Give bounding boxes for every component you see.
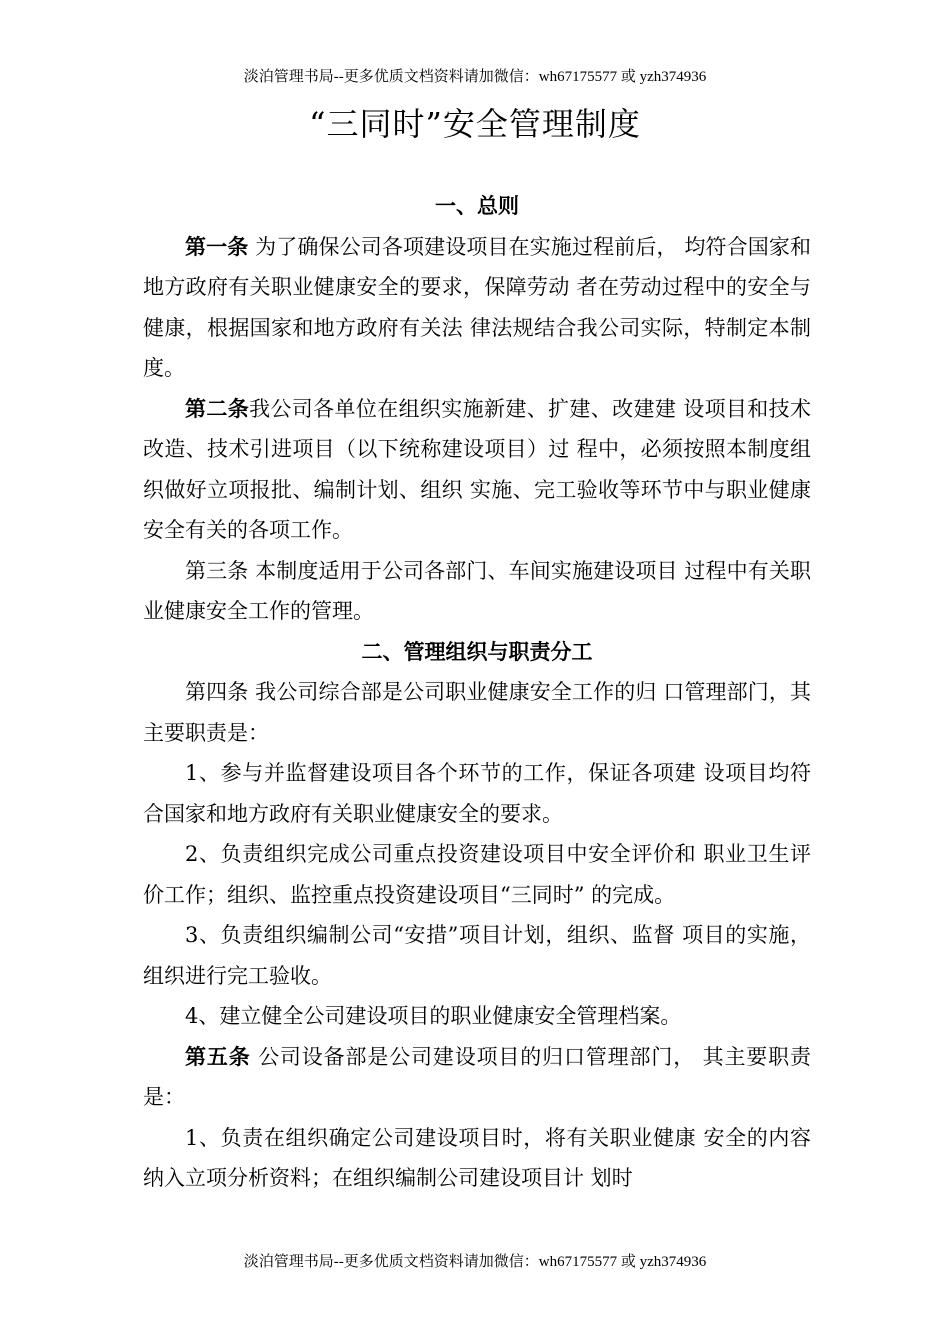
article-2-text: 我公司各单位在组织实施新建、扩建、改建建 设项目和技术改造、技术引进项目（以下统称建设项目）过 程中，必须按照本制度组织做好立项报批、编制计划、组织 实施、完工验收等环节中与职业健康安全有关的各项工作。 <box>143 396 811 542</box>
article-2-lead: 第二条 <box>185 396 250 421</box>
article-3-text: 本制度适用于公司各部门、车间实施建设项目 过程中有关职业健康安全工作的管理。 <box>143 558 811 623</box>
article-4 <box>143 672 811 753</box>
article-5 <box>143 1037 811 1118</box>
article-2 <box>143 389 811 551</box>
page-header: 淡泊管理书局--更多优质文档资料请加微信：wh67175577 或 yzh374936 <box>243 69 707 85</box>
article-4-item-3-text: 3、负责组织编制公司“安措”项目计划，组织、监督 项目的实施，组织进行完工验收。 <box>143 923 811 988</box>
section-heading-organization: 二、管理组织与职责分工 <box>361 639 593 664</box>
article-4-item-4 <box>143 996 811 1037</box>
article-1 <box>143 227 811 389</box>
article-3-lead: 第三条 <box>185 558 249 583</box>
article-4-item-1 <box>143 753 811 834</box>
article-4-lead: 第四条 <box>185 680 249 704</box>
article-5-item-1-text: 1、负责在组织确定公司建设项目时，将有关职业健康 安全的内容纳入立项分析资料；在组织编制公司建设项目计 划时 <box>143 1125 811 1190</box>
article-4-item-2 <box>143 834 811 915</box>
article-4-item-3 <box>143 915 811 996</box>
article-4-text: 我公司综合部是公司职业健康安全工作的归 口管理部门，其主要职责是： <box>143 680 811 745</box>
article-4-item-2-text: 2、负责组织完成公司重点投资建设项目中安全评价和 职业卫生评价工作；组织、监控重点投资建设项目“三同时” 的完成。 <box>143 842 811 907</box>
article-5-item-1 <box>143 1118 811 1199</box>
article-1-lead: 第一条 <box>185 234 249 259</box>
article-5-lead: 第五条 <box>185 1044 251 1069</box>
document-body <box>143 186 811 1199</box>
page-footer: 淡泊管理书局--更多优质文档资料请加微信：wh67175577 或 yzh374936 <box>243 1254 707 1270</box>
article-5-text: 公司设备部是公司建设项目的归口管理部门， 其主要职责是： <box>143 1044 812 1109</box>
article-4-item-4-text: 4、建立健全公司建设项目的职业健康安全管理档案。 <box>185 1004 682 1028</box>
article-3 <box>143 551 811 632</box>
document-title: “三同时”安全管理制度 <box>309 105 641 143</box>
article-4-item-1-text: 1、参与并监督建设项目各个环节的工作，保证各项建 设项目均符合国家和地方政府有关职业健康安全的要求。 <box>143 761 811 826</box>
article-1-text: 为了确保公司各项建设项目在实施过程前后， 均符合国家和地方政府有关职业健康安全的要求，保障劳动 者在劳动过程中的安全与健康，根据国家和地方政府有关法 律法规结合我公司实际，特制定本制度。 <box>143 234 811 380</box>
section-heading-general: 一、总则 <box>435 194 519 218</box>
